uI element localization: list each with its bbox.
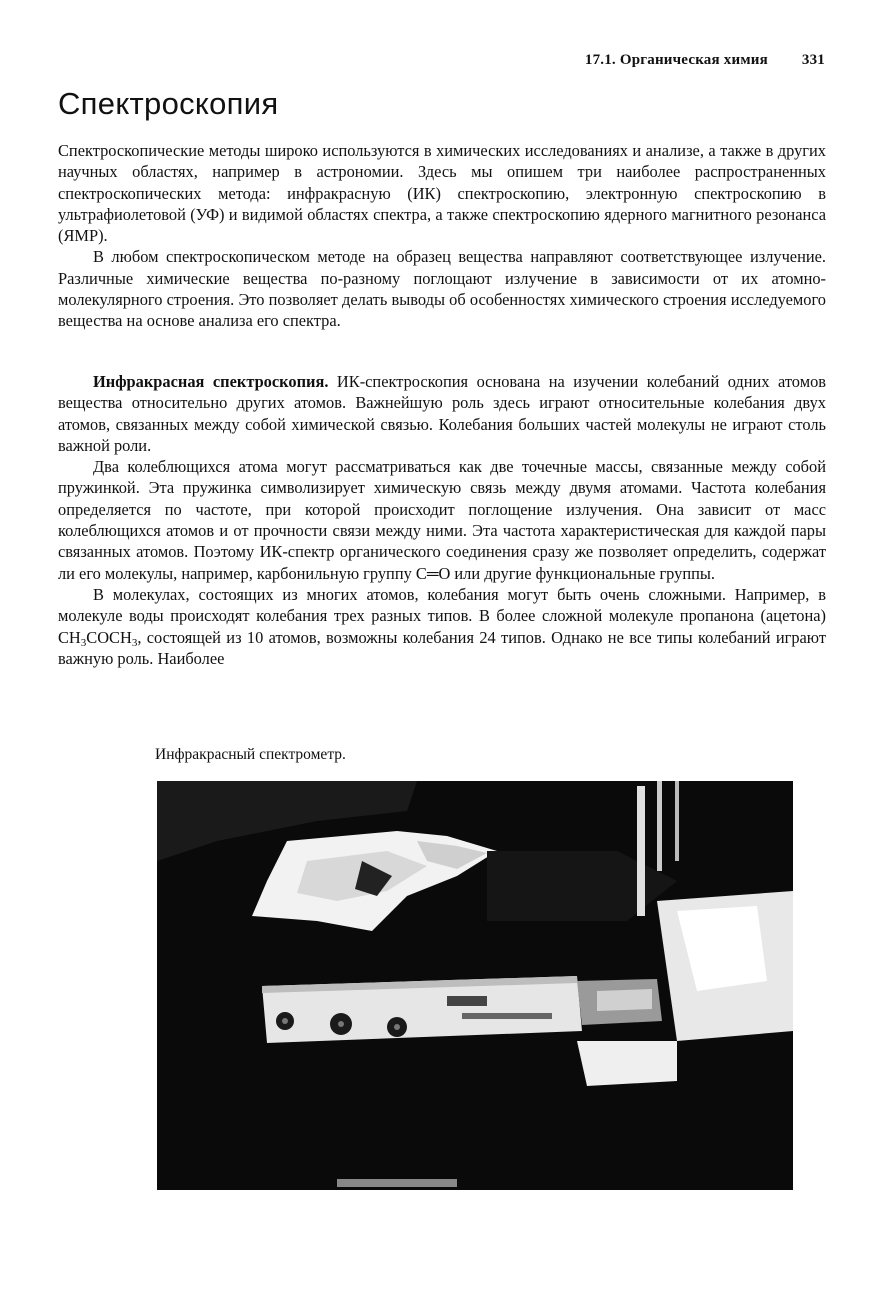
subscript: 3 (80, 636, 87, 649)
ir-text (58, 371, 826, 669)
spectrometer-photo (157, 781, 793, 1190)
ir-paragraph-3-part-c: , состоящей из 10 атомов, возможны колебания 24 типов. Однако не все типы колебаний играют важную роль. Наиболее (58, 627, 826, 668)
ir-paragraph-1 (58, 371, 826, 456)
ir-paragraph-1-text: ИК-спектроскопия основана на изучении колебаний одних атомов вещества относительно других атомов. Важнейшую роль здесь играют относительные колебания двух атомов, связанных между собой химической связью. Колебания больших частей молекулы не играют столь важной роли. (58, 372, 826, 455)
ir-paragraph-3-part-b: COCH (86, 627, 132, 647)
page-number: 331 (801, 52, 825, 68)
header-section: 17.1. Органическая химия (584, 52, 768, 68)
ir-paragraph-2: Два колеблющихся атома могут рассматриваться как две точечные массы, связанные между собой пружинкой. Эта пружинка символизирует химическую связь между двумя атомами. Частота колебания определяется по частоте, при которой происходит поглощение излучения. Она зависит от масс колеблющихся атомов и от прочности связи между ними. Эта частота характеристическая для каждой пары связанных атомов. Поэтому ИК-спектр органического соединения сразу же позволяет определить, содержат ли его молекулы, например, карбонильную группу С═О или другие функциональные группы. (58, 457, 826, 583)
intro-text (58, 140, 826, 332)
section-title: Спектроскопия (58, 86, 279, 121)
ir-paragraph-3 (58, 584, 826, 669)
intro-paragraph-1: Спектроскопические методы широко используются в химических исследованиях и анализе, а также в других научных областях, например в астрономии. Здесь мы опишем три наиболее распространенных спектроскопических метода: инфракрасную (ИК) спектроскопию, электронную спектроскопию в ультрафиолетовой (УФ) и видимой областях спектра, а также спектроскопию ядерного магнитного резонанса (ЯМР). (58, 141, 826, 246)
ir-heading: Инфракрасная спектроскопия. (93, 372, 329, 391)
intro-paragraph-2: В любом спектроскопическом методе на образец вещества направляют соответствующее излучение. Различные химические вещества по-разному поглощают излучение в зависимости от их атомно-молекулярного строения. Это позволяет делать выводы об особенностях химического строения исследуемого вещества на основе анализа его спектра. (58, 247, 826, 331)
running-header (60, 52, 825, 69)
ir-paragraph-3-part-a: В молекулах, состоящих из многих атомов, колебания могут быть очень сложными. Например, в молекуле воды происходят колебания трех разных типов. В более сложной молекуле пропанона (ацетона) CH (58, 584, 826, 647)
figure-caption: Инфракрасный спектрометр. (155, 746, 346, 763)
subscript: 3 (131, 636, 138, 649)
